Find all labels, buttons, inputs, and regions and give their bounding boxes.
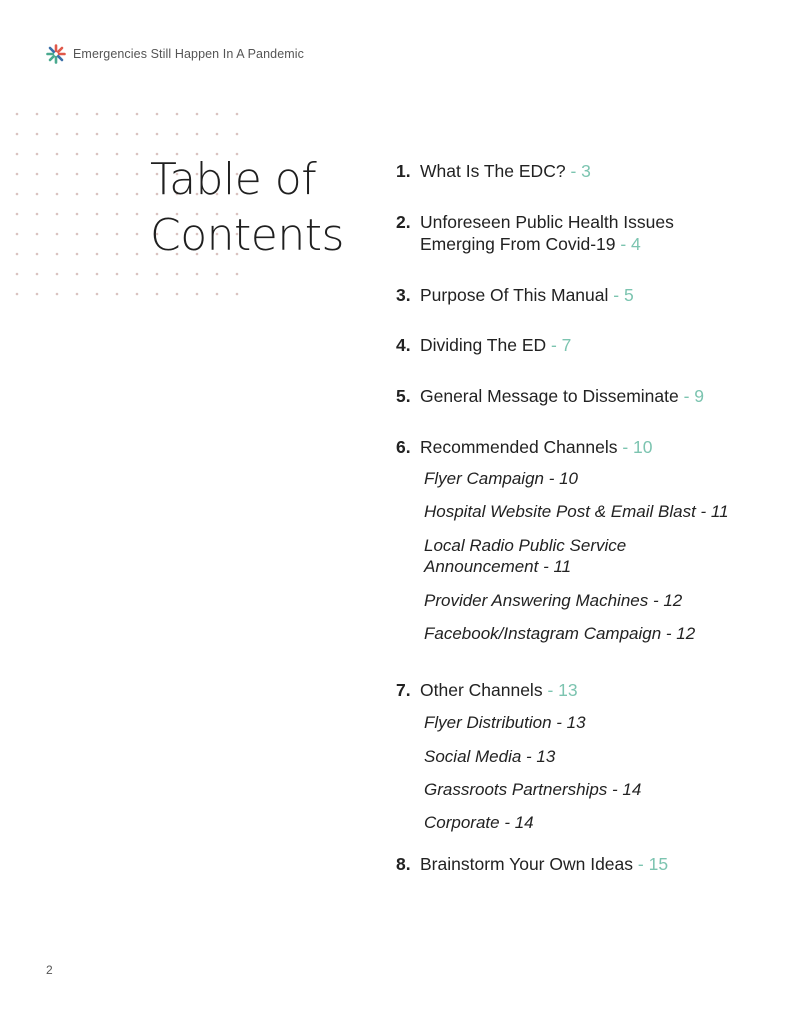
grid-dot xyxy=(136,193,139,196)
grid-dot xyxy=(36,213,39,216)
grid-dot xyxy=(16,133,19,136)
toc-entry-4[interactable] xyxy=(396,334,786,356)
grid-dot xyxy=(76,253,79,256)
toc-entry-7[interactable] xyxy=(396,679,786,701)
toc-subitem-social-media[interactable]: Social Media - 13 xyxy=(424,747,556,766)
grid-dot xyxy=(136,173,139,176)
grid-dot xyxy=(36,133,39,136)
grid-dot xyxy=(116,253,119,256)
toc-entry-6[interactable] xyxy=(396,436,786,458)
toc-subitem-grassroots[interactable]: Grassroots Partnerships - 14 xyxy=(424,780,642,799)
grid-dot xyxy=(76,133,79,136)
grid-dot xyxy=(176,113,179,116)
grid-dot xyxy=(136,253,139,256)
grid-dot xyxy=(156,293,159,296)
toc-entry-page: - 9 xyxy=(678,386,705,406)
grid-dot xyxy=(196,113,199,116)
toc-entry-5[interactable] xyxy=(396,385,786,407)
toc-entry-number: 7. xyxy=(396,680,411,700)
grid-dot xyxy=(136,233,139,236)
grid-dot xyxy=(36,113,39,116)
grid-dot xyxy=(196,133,199,136)
grid-dot xyxy=(156,113,159,116)
grid-dot xyxy=(136,113,139,116)
grid-dot xyxy=(36,233,39,236)
grid-dot xyxy=(16,113,19,116)
grid-dot xyxy=(136,213,139,216)
grid-dot xyxy=(16,213,19,216)
grid-dot xyxy=(96,133,99,136)
toc-entry-number: 8. xyxy=(396,854,411,874)
grid-dot xyxy=(16,173,19,176)
toc-entry-label: Purpose Of This Manual - 5 xyxy=(420,285,634,305)
grid-dot xyxy=(36,173,39,176)
grid-dot xyxy=(96,213,99,216)
toc-subitem-flyer-distribution[interactable]: Flyer Distribution - 13 xyxy=(424,713,586,732)
grid-dot xyxy=(56,253,59,256)
grid-dot xyxy=(136,273,139,276)
grid-dot xyxy=(176,133,179,136)
grid-dot xyxy=(16,293,19,296)
grid-dot xyxy=(116,233,119,236)
toc-entry-label: Recommended Channels - 10 xyxy=(420,437,653,457)
toc-entry-page: - 4 xyxy=(615,234,641,254)
page-number: 2 xyxy=(46,963,53,977)
title-line-1: Table of xyxy=(150,154,317,205)
toc-entry-label: General Message to Disseminate - 9 xyxy=(420,386,705,406)
toc-entry-page: - 5 xyxy=(608,285,634,305)
toc-entry-label: Unforeseen Public Health Issues Emerging From Covid-19 - 4 xyxy=(420,212,674,254)
grid-dot xyxy=(96,293,99,296)
toc-entry-8[interactable] xyxy=(396,853,786,875)
grid-dot xyxy=(216,113,219,116)
grid-dot xyxy=(156,133,159,136)
grid-dot xyxy=(96,233,99,236)
grid-dot xyxy=(36,273,39,276)
toc-entry-number: 2. xyxy=(396,212,411,232)
grid-dot xyxy=(96,253,99,256)
grid-dot xyxy=(16,273,19,276)
toc-subitem-hospital-website[interactable]: Hospital Website Post & Email Blast - 11 xyxy=(424,502,729,521)
grid-dot xyxy=(96,193,99,196)
grid-dot xyxy=(116,213,119,216)
grid-dot xyxy=(96,273,99,276)
toc-entry-number: 5. xyxy=(396,386,411,406)
toc-entry-page: - 3 xyxy=(565,161,591,181)
grid-dot xyxy=(196,293,199,296)
toc-entry-label: Dividing The ED - 7 xyxy=(420,335,572,355)
grid-dot xyxy=(116,113,119,116)
grid-dot xyxy=(56,193,59,196)
grid-dot xyxy=(76,233,79,236)
grid-dot xyxy=(56,173,59,176)
grid-dot xyxy=(216,133,219,136)
grid-dot xyxy=(76,173,79,176)
grid-dot xyxy=(56,293,59,296)
grid-dot xyxy=(36,293,39,296)
grid-dot xyxy=(136,133,139,136)
toc-subitem-answering-machines[interactable]: Provider Answering Machines - 12 xyxy=(424,591,683,610)
toc-entry-1[interactable] xyxy=(396,160,786,182)
grid-dot xyxy=(116,153,119,156)
toc-entry-label: Other Channels - 13 xyxy=(420,680,578,700)
grid-dot xyxy=(76,293,79,296)
grid-dot xyxy=(96,153,99,156)
grid-dot xyxy=(236,113,239,116)
grid-dot xyxy=(56,133,59,136)
page-header xyxy=(46,44,304,64)
grid-dot xyxy=(56,113,59,116)
grid-dot xyxy=(216,293,219,296)
toc-entry-label: What Is The EDC? - 3 xyxy=(420,161,591,181)
grid-dot xyxy=(116,193,119,196)
grid-dot xyxy=(176,273,179,276)
grid-dot xyxy=(16,193,19,196)
grid-dot xyxy=(96,173,99,176)
grid-dot xyxy=(56,273,59,276)
toc-entry-page: - 13 xyxy=(542,680,578,700)
grid-dot xyxy=(36,153,39,156)
toc-entry-2[interactable] xyxy=(396,211,786,255)
title-line-2: Contents xyxy=(150,210,344,261)
grid-dot xyxy=(76,213,79,216)
grid-dot xyxy=(236,273,239,276)
toc-entry-number: 6. xyxy=(396,437,411,457)
toc-entry-page: - 15 xyxy=(633,854,669,874)
toc-entry-number: 3. xyxy=(396,285,411,305)
toc-entry-3[interactable] xyxy=(396,284,786,306)
grid-dot xyxy=(56,213,59,216)
grid-dot xyxy=(96,113,99,116)
toc-subitem-local-radio[interactable]: Local Radio Public Service Announcement - 11 xyxy=(424,536,627,576)
grid-dot xyxy=(136,153,139,156)
grid-dot xyxy=(76,113,79,116)
toc-subitem-corporate[interactable]: Corporate - 14 xyxy=(424,813,534,832)
toc-entry-label: Brainstorm Your Own Ideas - 15 xyxy=(420,854,669,874)
grid-dot xyxy=(16,153,19,156)
grid-dot xyxy=(36,193,39,196)
header-title: Emergencies Still Happen In A Pandemic xyxy=(73,47,305,61)
grid-dot xyxy=(216,273,219,276)
grid-dot xyxy=(136,293,139,296)
grid-dot xyxy=(116,293,119,296)
grid-dot xyxy=(116,133,119,136)
grid-dot xyxy=(16,233,19,236)
grid-dot xyxy=(76,193,79,196)
grid-dot xyxy=(176,293,179,296)
grid-dot xyxy=(56,233,59,236)
grid-dot xyxy=(236,133,239,136)
grid-dot xyxy=(16,253,19,256)
toc-entry-number: 1. xyxy=(396,161,411,181)
starburst-logo-icon xyxy=(46,44,66,64)
grid-dot xyxy=(156,273,159,276)
toc-entry-page: - 7 xyxy=(546,335,572,355)
grid-dot xyxy=(76,153,79,156)
toc-entry-number: 4. xyxy=(396,335,411,355)
grid-dot xyxy=(56,153,59,156)
toc-entry-page: - 10 xyxy=(617,437,653,457)
toc-subitem-facebook-instagram[interactable]: Facebook/Instagram Campaign - 12 xyxy=(424,624,696,643)
grid-dot xyxy=(76,273,79,276)
toc-subitem-flyer-campaign[interactable]: Flyer Campaign - 10 xyxy=(424,469,579,488)
page-title xyxy=(150,152,344,264)
grid-dot xyxy=(36,253,39,256)
grid-dot xyxy=(116,273,119,276)
grid-dot xyxy=(236,293,239,296)
grid-dot xyxy=(116,173,119,176)
grid-dot xyxy=(196,273,199,276)
